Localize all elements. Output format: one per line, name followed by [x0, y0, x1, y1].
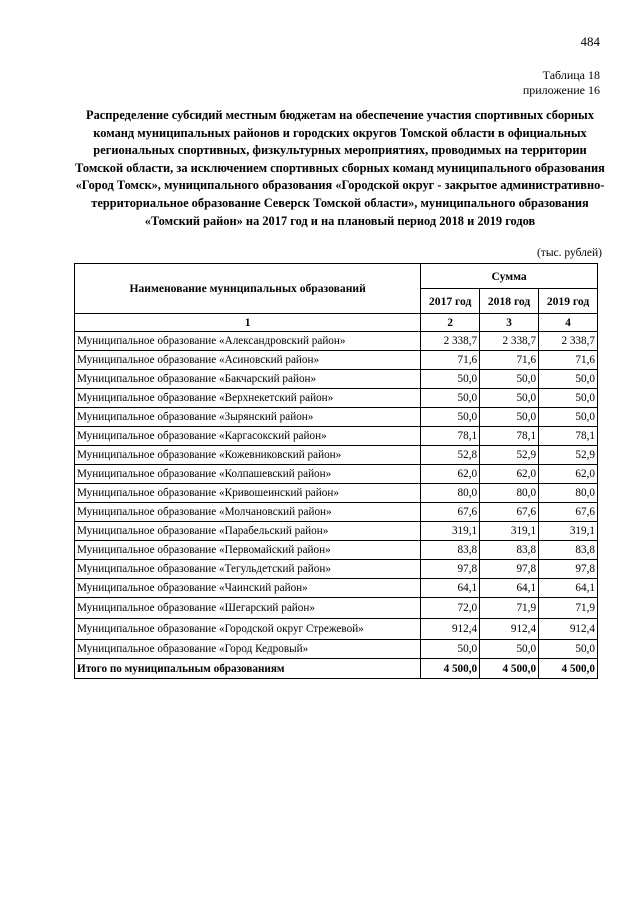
column-index: 1: [75, 314, 421, 332]
row-name: Муниципальное образование «Кривошеинский район»: [75, 484, 421, 503]
row-name: Муниципальное образование «Чаинский район»: [75, 579, 421, 598]
page-number: 484: [580, 34, 600, 49]
total-row: [75, 659, 598, 679]
row-name: Муниципальное образование «Первомайский район»: [75, 541, 421, 560]
value-2019: 50,0: [539, 370, 598, 389]
header-name: Наименование муниципальных образований: [75, 264, 421, 314]
table-row: [75, 522, 598, 541]
table-row: [75, 427, 598, 446]
header-sum: Сумма: [421, 264, 598, 289]
column-index: 4: [539, 314, 598, 332]
total-2017: 4 500,0: [421, 659, 480, 679]
header-year-2017: 2017 год: [421, 289, 480, 314]
value-2019: 52,9: [539, 446, 598, 465]
value-2018: 62,0: [480, 465, 539, 484]
value-2017: 50,0: [421, 389, 480, 408]
value-2018: 2 338,7: [480, 332, 539, 351]
table-caption: [523, 68, 600, 98]
header-row: [75, 264, 598, 289]
value-2018: 912,4: [480, 619, 539, 640]
value-2017: 83,8: [421, 541, 480, 560]
value-2018: 64,1: [480, 579, 539, 598]
value-2017: 50,0: [421, 408, 480, 427]
value-2019: 71,9: [539, 598, 598, 619]
value-2019: 80,0: [539, 484, 598, 503]
row-name: Муниципальное образование «Каргасокский район»: [75, 427, 421, 446]
row-name: Муниципальное образование «Шегарский район»: [75, 598, 421, 619]
table-row: [75, 503, 598, 522]
value-2017: 71,6: [421, 351, 480, 370]
value-2019: 319,1: [539, 522, 598, 541]
total-2019: 4 500,0: [539, 659, 598, 679]
value-2017: 97,8: [421, 560, 480, 579]
total-label: Итого по муниципальным образованиям: [75, 659, 421, 679]
value-2019: 2 338,7: [539, 332, 598, 351]
row-name: Муниципальное образование «Бакчарский район»: [75, 370, 421, 389]
units-label: (тыс. рублей): [536, 247, 602, 259]
value-2019: 50,0: [539, 640, 598, 659]
value-2019: 83,8: [539, 541, 598, 560]
value-2017: 67,6: [421, 503, 480, 522]
value-2018: 50,0: [480, 370, 539, 389]
value-2019: 50,0: [539, 408, 598, 427]
column-index: 2: [421, 314, 480, 332]
table-row: [75, 389, 598, 408]
total-2018: 4 500,0: [480, 659, 539, 679]
column-index: 3: [480, 314, 539, 332]
table-row: [75, 351, 598, 370]
value-2017: 52,8: [421, 446, 480, 465]
value-2019: 71,6: [539, 351, 598, 370]
value-2019: 64,1: [539, 579, 598, 598]
value-2018: 319,1: [480, 522, 539, 541]
column-index-row: [75, 314, 598, 332]
row-name: Муниципальное образование «Асиновский район»: [75, 351, 421, 370]
value-2017: 64,1: [421, 579, 480, 598]
table-row: [75, 370, 598, 389]
row-name: Муниципальное образование «Александровский район»: [75, 332, 421, 351]
header-year-2019: 2019 год: [539, 289, 598, 314]
table-row: [75, 332, 598, 351]
table-row: [75, 640, 598, 659]
value-2018: 50,0: [480, 389, 539, 408]
table-row: [75, 484, 598, 503]
table-row: [75, 598, 598, 619]
value-2018: 83,8: [480, 541, 539, 560]
value-2018: 97,8: [480, 560, 539, 579]
row-name: Муниципальное образование «Верхнекетский район»: [75, 389, 421, 408]
value-2018: 71,6: [480, 351, 539, 370]
row-name: Муниципальное образование «Парабельский район»: [75, 522, 421, 541]
row-name: Муниципальное образование «Молчановский район»: [75, 503, 421, 522]
value-2018: 50,0: [480, 640, 539, 659]
row-name: Муниципальное образование «Тегульдетский район»: [75, 560, 421, 579]
value-2019: 78,1: [539, 427, 598, 446]
table-row: [75, 541, 598, 560]
row-name: Муниципальное образование «Колпашевский район»: [75, 465, 421, 484]
table-label: Таблица 18: [542, 68, 600, 82]
row-name: Муниципальное образование «Зырянский район»: [75, 408, 421, 427]
value-2018: 50,0: [480, 408, 539, 427]
value-2017: 319,1: [421, 522, 480, 541]
table-row: [75, 408, 598, 427]
value-2017: 50,0: [421, 370, 480, 389]
value-2018: 78,1: [480, 427, 539, 446]
row-name: Муниципальное образование «Кожевниковский район»: [75, 446, 421, 465]
value-2017: 72,0: [421, 598, 480, 619]
value-2018: 80,0: [480, 484, 539, 503]
table-row: [75, 446, 598, 465]
value-2017: 62,0: [421, 465, 480, 484]
value-2017: 50,0: [421, 640, 480, 659]
value-2019: 67,6: [539, 503, 598, 522]
value-2019: 50,0: [539, 389, 598, 408]
document-title: Распределение субсидий местным бюджетам на обеспечение участия спортивных сборных команд муниципальных районов и городских округов Томской области в официальных региональных спортивных, физкультурных мероприятиях, проводимых на территории Томской области, за исключением спортивных сборных команд муниципального образования «Город Томск», муниципального образования «Городской округ - закрытое административно-территориальное образование Северск Томской области», муниципального образования «Томский район» на 2017 год и на плановый период 2018 и 2019 годов: [75, 108, 605, 228]
table-row: [75, 560, 598, 579]
value-2017: 78,1: [421, 427, 480, 446]
appendix-label: приложение 16: [522, 83, 600, 97]
value-2018: 67,6: [480, 503, 539, 522]
value-2017: 912,4: [421, 619, 480, 640]
value-2017: 80,0: [421, 484, 480, 503]
table-row: [75, 579, 598, 598]
value-2018: 52,9: [480, 446, 539, 465]
table-row: [75, 619, 598, 640]
row-name: Муниципальное образование «Город Кедровый»: [75, 640, 421, 659]
subsidy-table: [74, 263, 598, 679]
value-2017: 2 338,7: [421, 332, 480, 351]
value-2019: 912,4: [539, 619, 598, 640]
value-2019: 97,8: [539, 560, 598, 579]
value-2019: 62,0: [539, 465, 598, 484]
header-year-2018: 2018 год: [480, 289, 539, 314]
value-2018: 71,9: [480, 598, 539, 619]
row-name: Муниципальное образование «Городской округ Стрежевой»: [75, 619, 421, 640]
table-row: [75, 465, 598, 484]
